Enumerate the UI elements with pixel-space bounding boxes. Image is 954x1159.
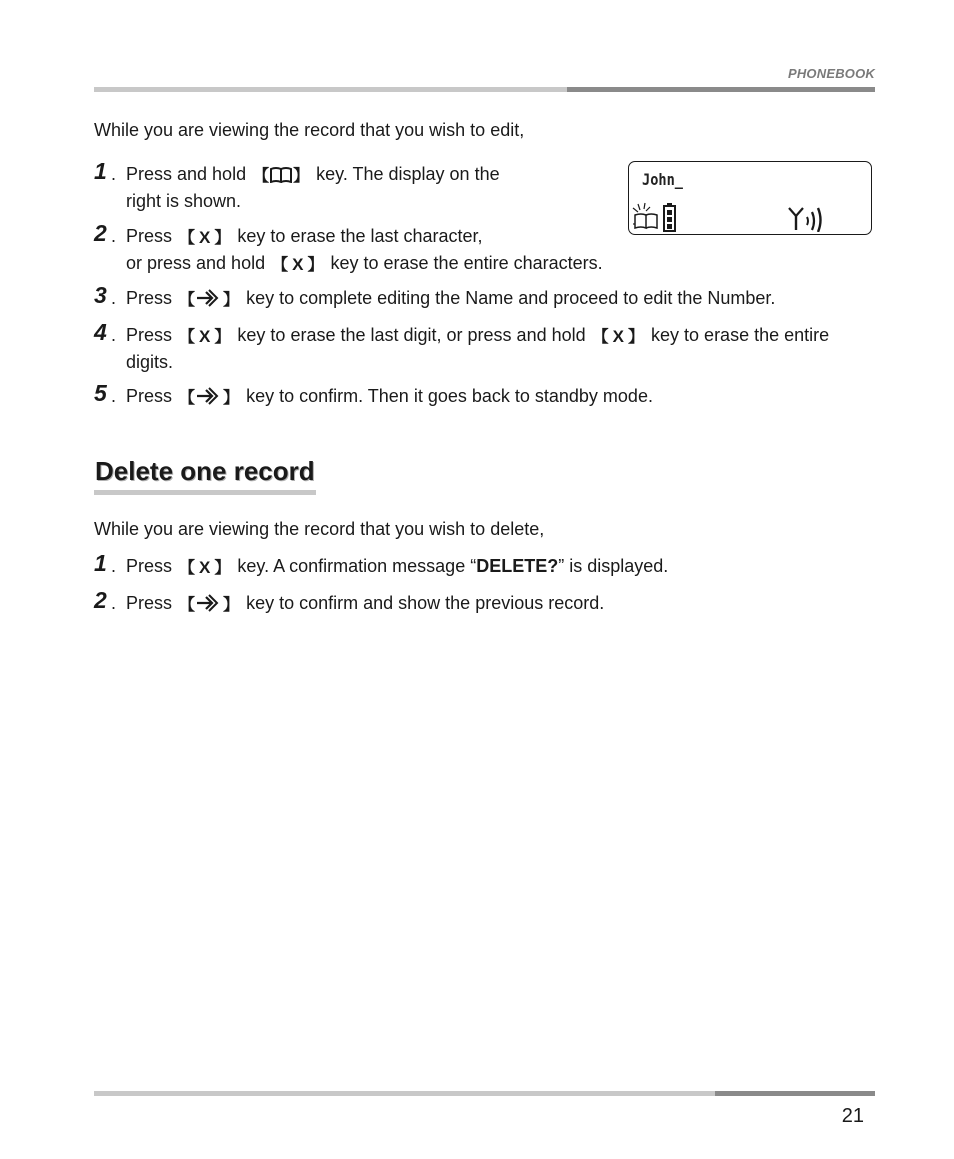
lcd-name-text: John_ (642, 170, 683, 189)
phonebook-key: 【 】 (253, 168, 310, 185)
header-rule (94, 87, 875, 92)
delete-intro: While you are viewing the record that you wish to delete, (94, 519, 545, 539)
ok-arrow-icon (195, 593, 223, 613)
x-key: 【 X 】 (179, 558, 231, 577)
footer-rule (94, 1091, 875, 1096)
lcd-display (628, 161, 872, 235)
step-number: 4 (94, 319, 107, 345)
section-heading: Delete one record (94, 456, 316, 495)
ok-key: 【 】 (179, 592, 239, 618)
step-number: 1 (94, 158, 107, 184)
x-key: 【 X 】 (592, 327, 645, 346)
edit-intro: While you are viewing the record that you wish to edit, (94, 120, 525, 140)
step-number: 1 (94, 550, 107, 576)
signal-icon (786, 202, 828, 232)
confirm-message: DELETE? (476, 556, 559, 576)
x-key: 【 X 】 (179, 327, 231, 346)
step-number: 2 (94, 587, 107, 613)
page-number: 21 (841, 1105, 864, 1127)
x-key: 【 X 】 (179, 228, 231, 247)
battery-icon (662, 202, 678, 232)
section-title: PHONEBOOK (787, 66, 875, 81)
phonebook-icon (269, 166, 293, 183)
ok-arrow-icon (195, 288, 223, 308)
ok-key: 【 】 (179, 287, 239, 313)
step-number: 5 (94, 380, 107, 406)
step-number: 2 (94, 220, 107, 246)
x-key: 【 X 】 (272, 255, 324, 274)
step-number: 3 (94, 282, 107, 308)
ok-arrow-icon (195, 386, 223, 406)
ok-key: 【 】 (179, 385, 239, 411)
